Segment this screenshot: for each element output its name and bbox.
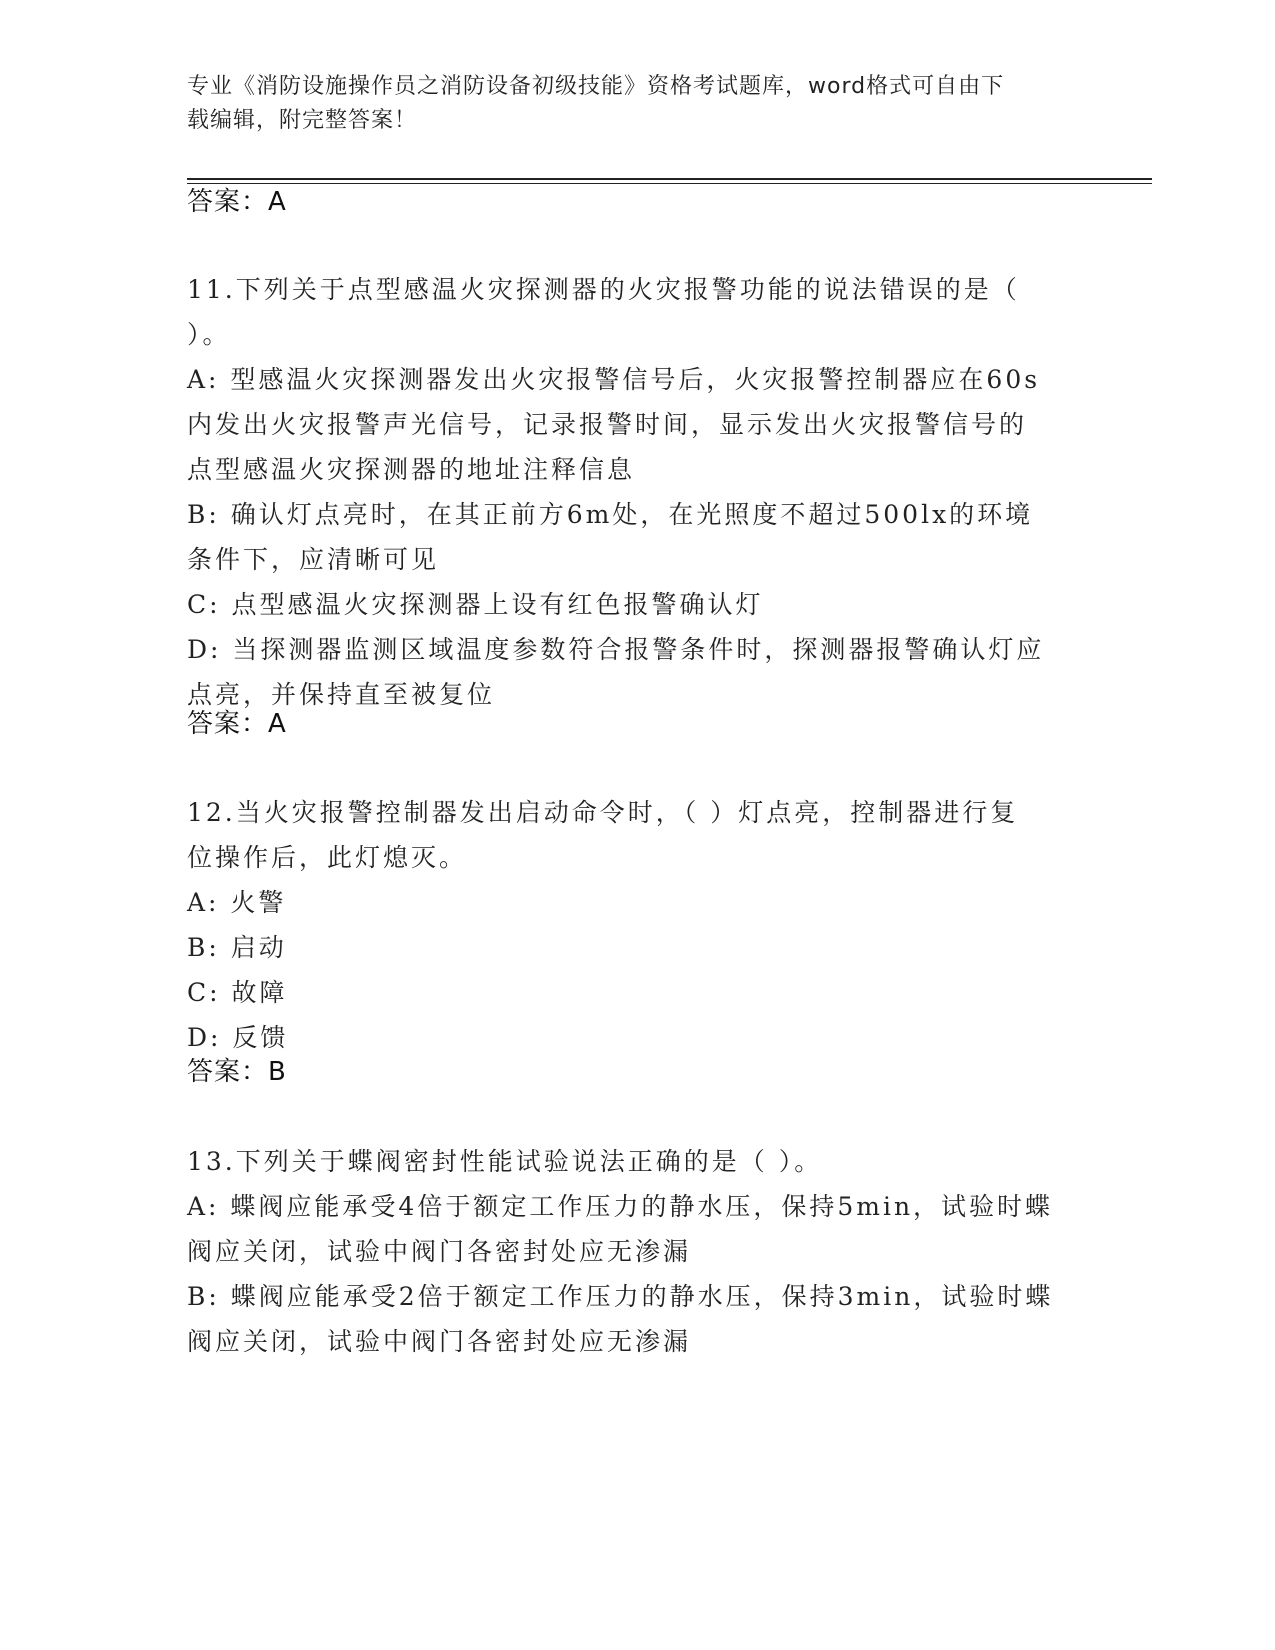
option-a: A: 型感温火灾探测器发出火灾报警信号后，火灾报警控制器应在60s [187,365,1041,394]
question-stem: 位操作后，此灯熄灭。 [187,843,468,872]
document-header [187,70,1067,138]
question-stem: 12.当火灾报警控制器发出启动命令时，（ ）灯点亮，控制器进行复 [187,798,1019,827]
option-c: C: 故障 [187,978,288,1007]
option-b: B: 蝶阀应能承受2倍于额定工作压力的静水压，保持3min，试验时蝶 [187,1282,1054,1311]
option-d: 点亮，并保持直至被复位 [187,680,496,709]
question-stem: 11.下列关于点型感温火灾探测器的火灾报警功能的说法错误的是（ [187,275,1020,304]
option-a: A: 蝶阀应能承受4倍于额定工作压力的静水压，保持5min，试验时蝶 [187,1192,1054,1221]
answer-line: 答案：A [187,709,287,739]
option-c: C: 点型感温火灾探测器上设有红色报警确认灯 [187,590,764,619]
option-a: 阀应关闭，试验中阀门各密封处应无渗漏 [187,1237,692,1266]
option-d: D: 当探测器监测区域温度参数符合报警条件时，探测器报警确认灯应 [187,635,1045,664]
option-a: 点型感温火灾探测器的地址注释信息 [187,455,636,484]
answer-line: 答案：A [187,187,287,217]
question-13 [187,1139,1087,1364]
question-stem: ）。 [187,320,231,349]
header-line: 专业《消防设施操作员之消防设备初级技能》资格考试题库，word格式可自由下 [187,74,1005,99]
option-b: B: 启动 [187,933,287,962]
option-a: 内发出火灾报警声光信号，记录报警时间，显示发出火灾报警信号的 [187,410,1028,439]
question-12 [187,790,1087,1060]
answer-line: 答案：B [187,1057,287,1087]
question-11 [187,267,1087,717]
question-stem: 13.下列关于蝶阀密封性能试验说法正确的是（ ）。 [187,1147,823,1176]
option-d: D: 反馈 [187,1023,289,1052]
option-b: 阀应关闭，试验中阀门各密封处应无渗漏 [187,1327,692,1356]
option-b: 条件下，应清晰可见 [187,545,440,574]
header-line: 载编辑，附完整答案！ [187,108,418,133]
option-b: B: 确认灯点亮时，在其正前方6m处，在光照度不超过500lx的环境 [187,500,1034,529]
option-a: A: 火警 [187,888,287,917]
